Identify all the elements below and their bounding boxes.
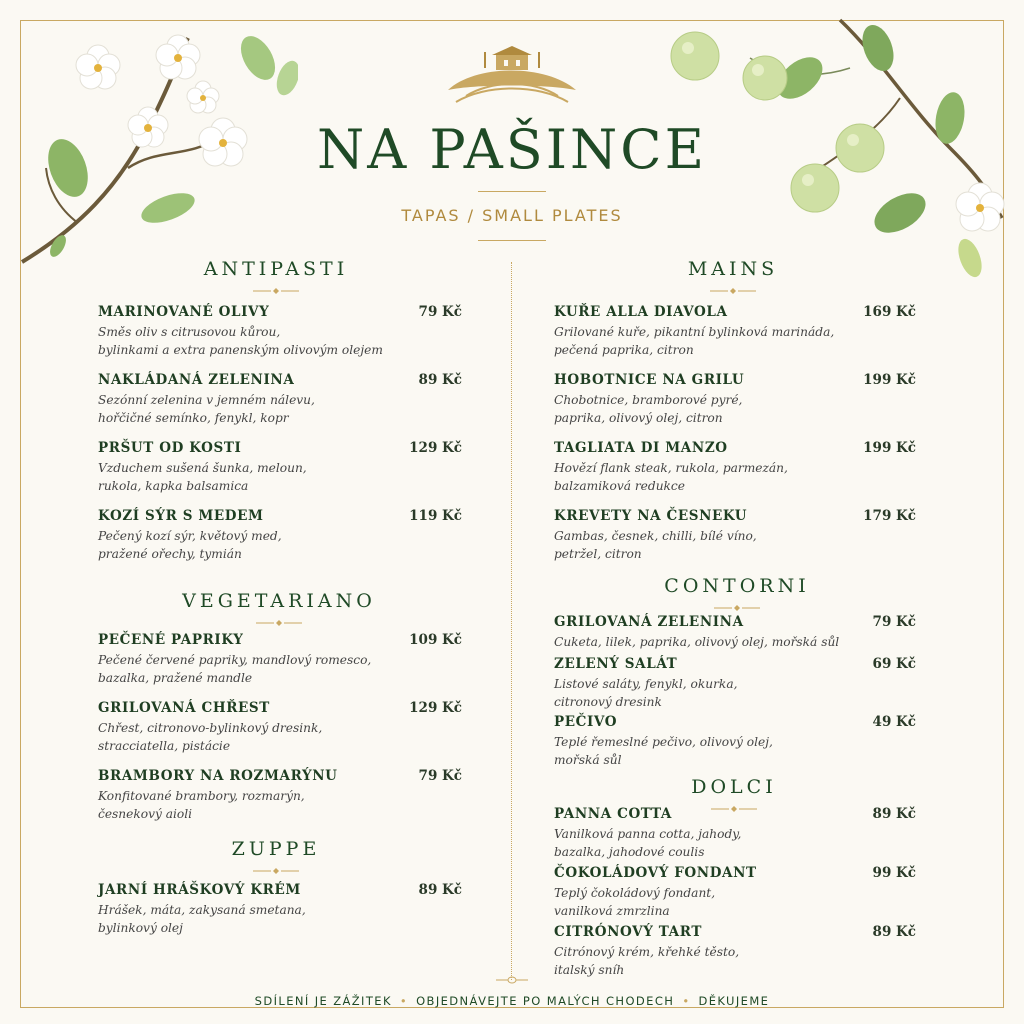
menu-item-name: JARNÍ HRÁŠKOVÝ KRÉM — [98, 882, 301, 898]
menu-item-description-line: vanilková zmrzlina — [554, 904, 670, 918]
footer-text-3: DĚKUJEME — [698, 994, 770, 1008]
menu-item — [554, 865, 916, 920]
menu-item-name: ČOKOLÁDOVÝ FONDANT — [554, 865, 757, 881]
menu-item-description-line: Chřest, citronovo-bylinkový dresink, — [98, 721, 323, 735]
menu-item-description — [98, 651, 462, 687]
restaurant-title: NA PAŠINCE — [316, 118, 708, 181]
menu-item-description-line: Gambas, česnek, chilli, bílé víno, — [554, 529, 757, 543]
menu-item — [554, 372, 916, 427]
menu-item-description — [98, 719, 462, 755]
menu-item-description — [554, 733, 916, 769]
menu-item-name: PRŠUT OD KOSTI — [98, 440, 242, 456]
menu-item-description-line: mořská sůl — [554, 753, 622, 767]
section-ornament-icon — [254, 619, 304, 627]
menu-item-description-line: italský sníh — [554, 963, 625, 977]
menu-item-price: 169 Kč — [863, 304, 916, 320]
menu-item-description-line: Listové saláty, fenykl, okurka, — [554, 677, 738, 691]
menu-subtitle: TAPAS / SMALL PLATES — [401, 206, 623, 225]
menu-item-name: GRILOVANÁ ZELENINA — [554, 614, 744, 630]
menu-item-description — [98, 787, 462, 823]
section-title-mains: MAINS — [687, 258, 779, 280]
menu-item — [98, 768, 462, 823]
section-ornament-icon — [251, 867, 301, 875]
section-ornament-icon — [708, 287, 758, 295]
menu-item-name: MARINOVANÉ OLIVY — [98, 304, 270, 320]
menu-item-name: HOBOTNICE NA GRILU — [554, 372, 745, 388]
footer-text-2: OBJEDNÁVEJTE PO MALÝCH CHODECH — [416, 994, 675, 1008]
menu-item-price: 109 Kč — [409, 632, 462, 648]
menu-item — [554, 656, 916, 711]
section-title-antipasti: ANTIPASTI — [203, 258, 349, 280]
menu-item-description-line: Grilované kuře, pikantní bylinková marináda, — [554, 325, 835, 339]
menu-item-description-line: bazalka, jahodové coulis — [554, 845, 705, 859]
menu-item-price: 89 Kč — [418, 882, 462, 898]
menu-item — [98, 372, 462, 427]
menu-item-name: PEČIVO — [554, 714, 618, 730]
menu-item-price: 199 Kč — [863, 440, 916, 456]
footer-bullet-icon: • — [682, 994, 691, 1008]
menu-item-description-line: rukola, kapka balsamica — [98, 479, 249, 493]
section-ornament-icon — [251, 287, 301, 295]
menu-item-description-line: Teplé řemeslné pečivo, olivový olej, — [554, 735, 773, 749]
menu-item — [554, 508, 916, 563]
section-title-dolci: DOLCI — [691, 776, 777, 798]
menu-item-description — [554, 633, 916, 651]
footer-ornament-icon — [494, 974, 530, 986]
menu-item-description-line: bazalka, pražené mandle — [98, 671, 253, 685]
menu-item-name: CITRÓNOVÝ TART — [554, 924, 702, 940]
vineyard-logo-icon — [446, 44, 578, 106]
menu-item-name: KREVETY NA ČESNEKU — [554, 508, 748, 524]
menu-item-description-line: Konfitované brambory, rozmarýn, — [98, 789, 305, 803]
title-rule — [478, 191, 546, 192]
menu-item-price: 89 Kč — [872, 806, 916, 822]
menu-item-price: 79 Kč — [418, 304, 462, 320]
menu-item — [98, 440, 462, 495]
menu-item-description-line: Citrónový krém, křehké těsto, — [554, 945, 740, 959]
menu-item-price: 129 Kč — [409, 440, 462, 456]
menu-item-price: 119 Kč — [409, 508, 462, 524]
menu-item-name: BRAMBORY NA ROZMARÝNU — [98, 768, 338, 784]
menu-item-price: 129 Kč — [409, 700, 462, 716]
menu-item-name: PANNA COTTA — [554, 806, 672, 822]
menu-item-name: TAGLIATA DI MANZO — [554, 440, 728, 456]
section-title-contorni: CONTORNI — [664, 575, 810, 597]
section-ornament-icon — [712, 604, 762, 612]
menu-item-description-line: Pečený kozí sýr, květový med, — [98, 529, 282, 543]
menu-item-name: PEČENÉ PAPRIKY — [98, 632, 244, 648]
menu-item-description-line: bylinkami a extra panenským olivovým olejem — [98, 343, 383, 357]
menu-item-name: GRILOVANÁ CHŘEST — [98, 700, 270, 716]
menu-item-description-line: Teplý čokoládový fondant, — [554, 886, 716, 900]
menu-item-description — [98, 527, 462, 563]
menu-item-description — [554, 943, 916, 979]
menu-item-price: 99 Kč — [872, 865, 916, 881]
menu-item-description-line: Hovězí flank steak, rukola, parmezán, — [554, 461, 788, 475]
menu-item-description-line: Směs oliv s citrusovou kůrou, — [98, 325, 281, 339]
menu-item-description — [554, 884, 916, 920]
menu-item — [98, 882, 462, 937]
menu-item — [554, 714, 916, 769]
menu-item-description-line: pražené ořechy, tymián — [98, 547, 242, 561]
footer — [0, 994, 1024, 1008]
column-divider — [511, 262, 512, 980]
menu-item — [98, 700, 462, 755]
menu-item-description — [98, 459, 462, 495]
menu-item — [98, 632, 462, 687]
menu-item-name: ZELENÝ SALÁT — [554, 656, 678, 672]
footer-text-1: SDÍLENÍ JE ZÁŽITEK — [254, 994, 392, 1008]
menu-item-description — [554, 527, 916, 563]
menu-item-description-line: bylinkový olej — [98, 921, 183, 935]
menu-item-description-line: citronový dresink — [554, 695, 662, 709]
menu-item-price: 89 Kč — [418, 372, 462, 388]
menu-item-price: 49 Kč — [872, 714, 916, 730]
menu-item — [554, 440, 916, 495]
menu-item-description — [98, 323, 462, 359]
menu-item-description-line: stracciatella, pistácie — [98, 739, 231, 753]
menu-item — [554, 614, 916, 651]
menu-item — [554, 304, 916, 359]
menu-item-description-line: Vzduchem sušená šunka, meloun, — [98, 461, 307, 475]
menu-item-description-line: hořčičné semínko, fenykl, kopr — [98, 411, 289, 425]
menu-item-price: 79 Kč — [872, 614, 916, 630]
menu-item-description — [554, 459, 916, 495]
section-title-zuppe: ZUPPE — [231, 838, 321, 860]
menu-item-price: 199 Kč — [863, 372, 916, 388]
menu-item-description — [554, 323, 916, 359]
menu-item-description — [98, 901, 462, 937]
menu-item-description-line: balzamiková redukce — [554, 479, 685, 493]
menu-item — [98, 508, 462, 563]
menu-item-price: 79 Kč — [418, 768, 462, 784]
menu-item-description-line: Chobotnice, bramborové pyré, — [554, 393, 743, 407]
menu-item-description-line: Hrášek, máta, zakysaná smetana, — [98, 903, 306, 917]
menu-item-description-line: Pečené červené papriky, mandlový romesco, — [98, 653, 372, 667]
menu-item-name: KUŘE ALLA DIAVOLA — [554, 304, 728, 320]
menu-item-description-line: Sezónní zelenina v jemném nálevu, — [98, 393, 315, 407]
menu-item-price: 69 Kč — [872, 656, 916, 672]
menu-item-description — [554, 391, 916, 427]
footer-bullet-icon: • — [399, 994, 409, 1008]
menu-item-description-line: paprika, olivový olej, citron — [554, 411, 723, 425]
menu-item — [554, 924, 916, 979]
section-title-vegetariano: VEGETARIANO — [182, 590, 376, 612]
menu-item-name: KOZÍ SÝR S MEDEM — [98, 508, 264, 524]
menu-item-description-line: petržel, citron — [554, 547, 642, 561]
subtitle-rule — [478, 240, 546, 241]
menu-item — [98, 304, 462, 359]
menu-item-description-line: pečená paprika, citron — [554, 343, 694, 357]
menu-item-name: NAKLÁDANÁ ZELENINA — [98, 372, 295, 388]
menu-item-description — [554, 675, 916, 711]
menu-item-price: 89 Kč — [872, 924, 916, 940]
menu-item — [554, 806, 916, 861]
menu-item-description-line: Vanilková panna cotta, jahody, — [554, 827, 742, 841]
menu-item-description — [98, 391, 462, 427]
menu-item-price: 179 Kč — [863, 508, 916, 524]
menu-item-description-line: Cuketa, lilek, paprika, olivový olej, mořská sůl — [554, 635, 840, 649]
menu-item-description-line: česnekový aioli — [98, 807, 193, 821]
menu-item-description — [554, 825, 916, 861]
